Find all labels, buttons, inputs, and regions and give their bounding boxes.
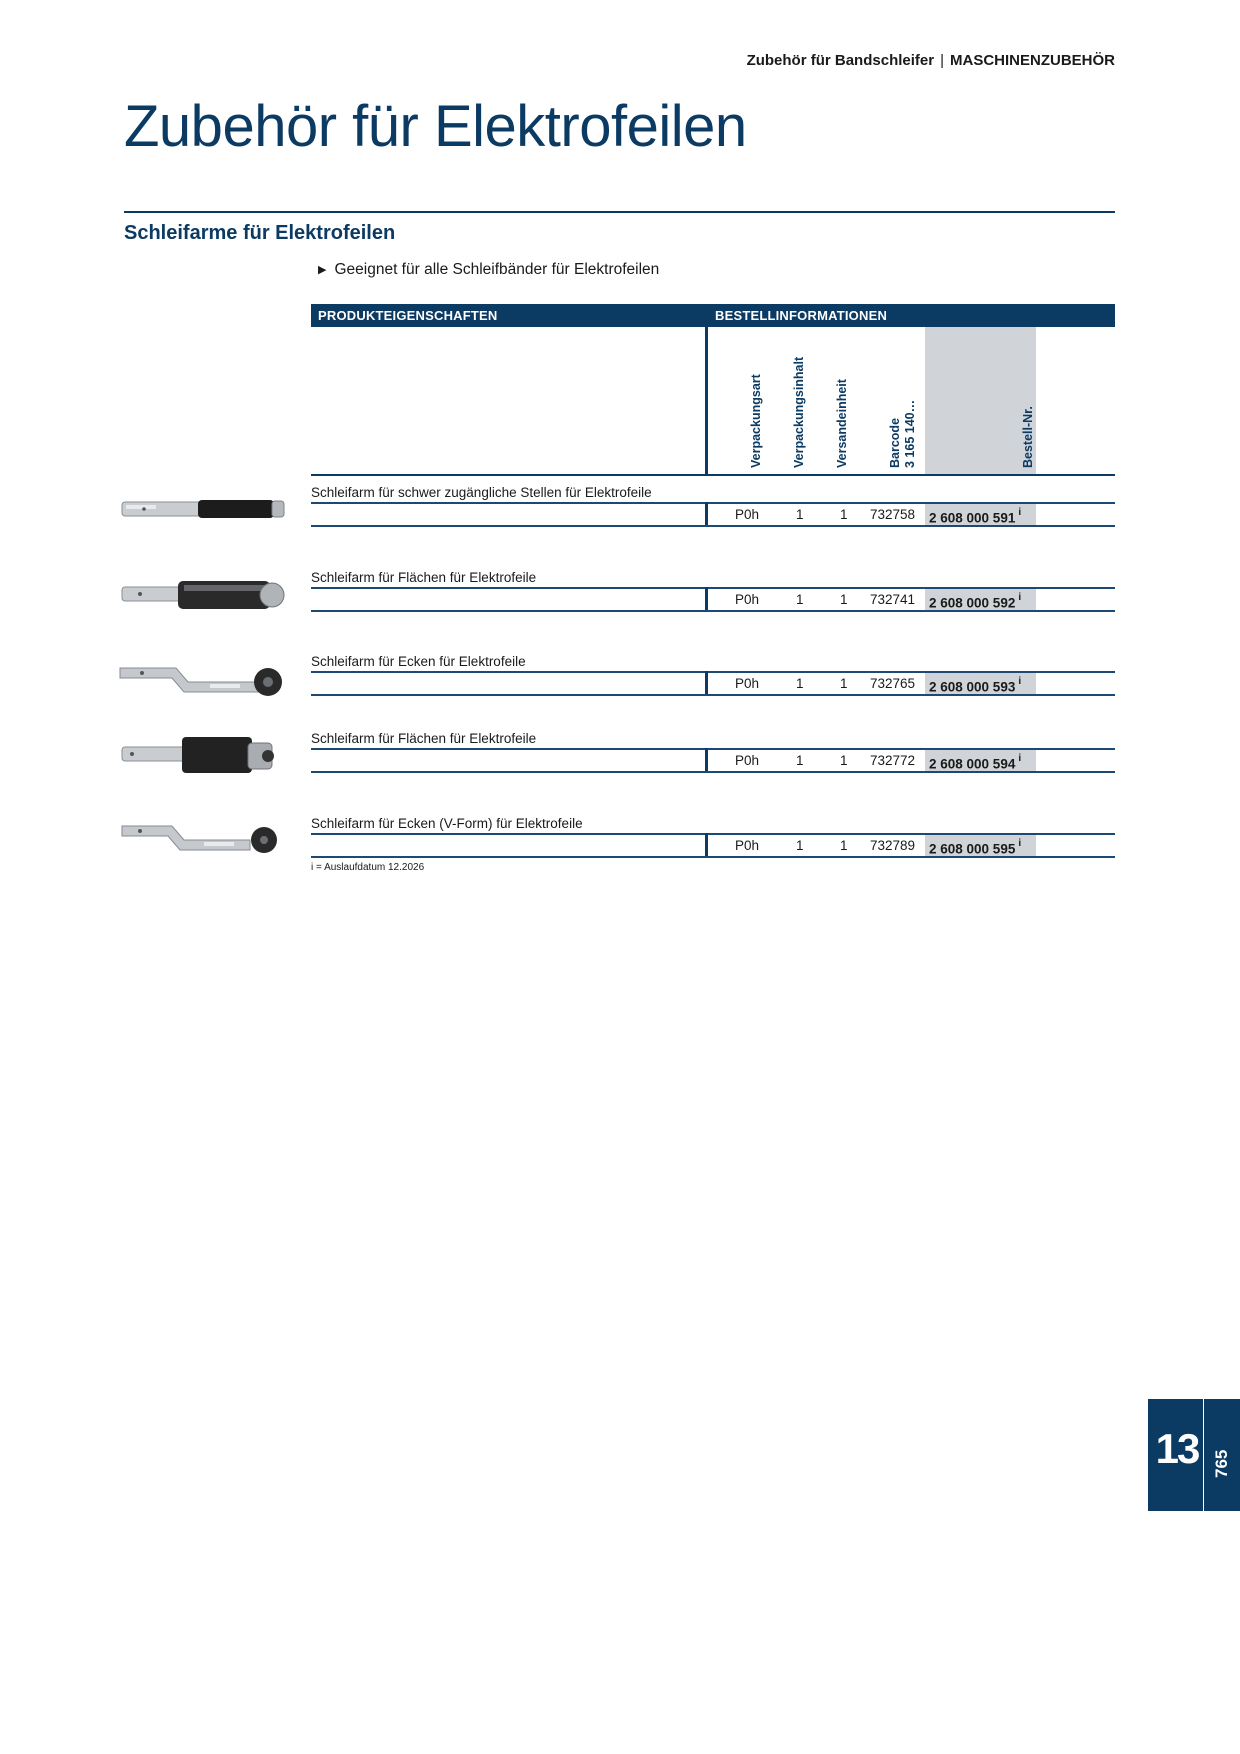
cell-order-no: [929, 589, 1021, 611]
product-label: Schleifarm für Flächen für Elektrofeile: [311, 731, 537, 746]
order-no-value: 2 608 000 595: [929, 841, 1016, 857]
barcode-header-line2: 3 165 140…: [903, 399, 917, 468]
cell-barcode: 732789: [870, 838, 916, 853]
order-no-value: 2 608 000 591: [929, 510, 1016, 526]
bullet-text: Geeignet für alle Schleifbänder für Elektrofeilen: [334, 261, 660, 278]
cell-order-no: [929, 750, 1021, 772]
cell-barcode: 732741: [870, 592, 916, 607]
cell-packaging-content: 1: [796, 676, 804, 691]
grinding-arm-narrow-image: [118, 488, 290, 532]
grinding-arm-flat-wide-image: [118, 733, 290, 777]
column-divider: [705, 587, 708, 611]
order-no-value: 2 608 000 593: [929, 679, 1016, 695]
info-marker: i: [1018, 753, 1022, 764]
cell-shipping-unit: 1: [840, 753, 848, 768]
cell-packaging-type: P0h: [735, 676, 760, 691]
cell-shipping-unit: 1: [840, 592, 848, 607]
row-rule: [311, 694, 1115, 696]
info-marker: i: [1018, 838, 1022, 849]
cell-shipping-unit: 1: [840, 838, 848, 853]
info-marker: i: [1018, 592, 1022, 603]
cell-barcode: 732772: [870, 753, 916, 768]
row-rule: [311, 525, 1115, 527]
product-label: Schleifarm für Ecken (V-Form) für Elektrofeile: [311, 816, 583, 831]
column-header-packaging-type: Verpackungsart: [749, 374, 763, 468]
column-divider: [705, 304, 708, 474]
bullet-triangle-icon: ▶: [318, 264, 327, 276]
cell-packaging-type: P0h: [735, 753, 760, 768]
header-category: Zubehör für Bandschleifer: [746, 52, 935, 69]
tab-divider: [1203, 1399, 1204, 1511]
cell-order-no: [929, 673, 1021, 695]
row-rule: [311, 610, 1115, 612]
grinding-arm-flat-image: [118, 573, 290, 617]
info-marker: i: [1018, 676, 1022, 687]
page-number: 765: [1212, 1449, 1231, 1478]
product-label: Schleifarm für Flächen für Elektrofeile: [311, 570, 537, 585]
section-title: Schleifarme für Elektrofeilen: [124, 222, 396, 244]
cell-packaging-content: 1: [796, 507, 804, 522]
page-title: Zubehör für Elektrofeilen: [124, 94, 747, 159]
cell-barcode: 732758: [870, 507, 916, 522]
cell-order-no: [929, 504, 1021, 526]
chapter-number: 13: [1155, 1425, 1199, 1472]
feature-bullet: [318, 261, 659, 279]
row-rule: [311, 856, 1115, 858]
column-divider: [705, 748, 708, 772]
grinding-arm-corner-image: [118, 656, 290, 700]
grinding-arm-v-corner-image: [118, 818, 290, 862]
footnote: i = Auslaufdatum 12.2026: [311, 862, 425, 873]
barcode-header-line1: Barcode: [888, 417, 902, 468]
product-label: Schleifarm für Ecken für Elektrofeile: [311, 654, 526, 669]
column-header-order-no: Bestell-Nr.: [1021, 406, 1035, 468]
header-separator: |: [940, 52, 944, 69]
cell-packaging-content: 1: [796, 753, 804, 768]
column-header-packaging-content: Verpackungsinhalt: [792, 356, 806, 468]
column-divider: [705, 502, 708, 526]
table-header-product-properties: PRODUKTEIGENSCHAFTEN: [311, 304, 705, 327]
cell-packaging-type: P0h: [735, 592, 760, 607]
column-header-shipping-unit: Versandeinheit: [835, 379, 849, 468]
column-header-barcode: [888, 400, 918, 468]
cell-packaging-content: 1: [796, 838, 804, 853]
running-header: [747, 52, 1115, 69]
cell-shipping-unit: 1: [840, 507, 848, 522]
table-header-order-info: BESTELLINFORMATIONEN: [708, 304, 1115, 327]
cell-packaging-type: P0h: [735, 507, 760, 522]
cell-packaging-content: 1: [796, 592, 804, 607]
order-no-column-shade: [925, 327, 1036, 475]
row-rule: [311, 771, 1115, 773]
section-rule: [124, 211, 1115, 213]
cell-order-no: [929, 835, 1021, 857]
header-section: MASCHINENZUBEHÖR: [950, 52, 1115, 69]
cell-shipping-unit: 1: [840, 676, 848, 691]
info-marker: i: [1018, 507, 1022, 518]
order-no-value: 2 608 000 592: [929, 595, 1016, 611]
cell-packaging-type: P0h: [735, 838, 760, 853]
column-divider: [705, 671, 708, 695]
table-header-rule: [311, 474, 1115, 476]
cell-barcode: 732765: [870, 676, 916, 691]
product-label: Schleifarm für schwer zugängliche Stellen für Elektrofeile: [311, 485, 652, 500]
column-divider: [705, 833, 708, 857]
order-no-value: 2 608 000 594: [929, 756, 1016, 772]
